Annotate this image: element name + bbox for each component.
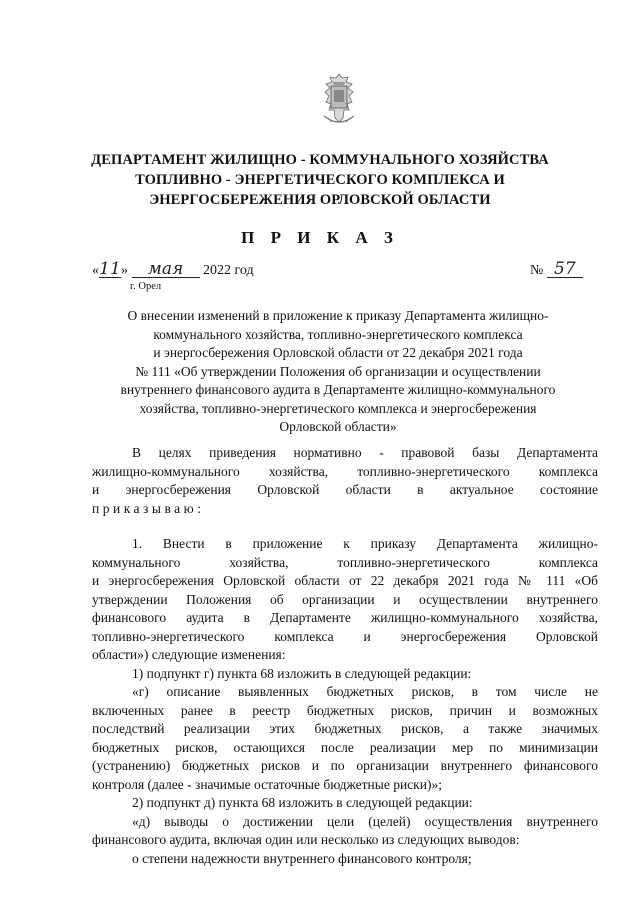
subitem-1-line: контроля (далее - значимые остаточные бюджетные риски)»; — [92, 776, 442, 792]
department-line: ТОПЛИВНО - ЭНЕРГЕТИЧЕСКОГО КОМПЛЕКСА И — [135, 172, 505, 188]
coat-of-arms-emblem — [318, 72, 360, 128]
order-item-1 — [92, 535, 598, 868]
number-value: 57 — [547, 261, 583, 278]
subitem-2-bullet: о степени надежности внутреннего финансового контроля; — [132, 850, 472, 866]
subitem-2-heading: 2) подпункт д) пункта 68 изложить в следующей редакции: — [132, 795, 473, 810]
subitem-1-line: бюджетных рисков, остающихся после реализации мер по минимизации — [92, 739, 598, 755]
subitem-1-line: включенных ранее в реестр бюджетных рисков, причин и возможных — [92, 702, 598, 718]
order-date — [92, 261, 254, 279]
item-line: утверждении Положения об организации и осуществлении внутреннего — [92, 591, 598, 607]
subject-line: № 111 «Об утверждении Положения об организации и осуществлении — [135, 363, 541, 379]
subject-line: внутреннего финансового аудита в Департаменте жилищно-коммунального — [120, 382, 556, 397]
item-line: области») следующие изменения: — [92, 647, 286, 662]
subject-line: коммунального хозяйства, топливно-энергетического комплекса — [153, 326, 523, 342]
date-close-quote: » — [121, 263, 128, 278]
preamble-line: жилищно-коммунального хозяйства, топливно-энергетического комплекса — [92, 463, 598, 479]
department-name — [60, 150, 580, 210]
subitem-1-line: последствий реализации этих бюджетных рисков, а также значимых — [92, 721, 598, 736]
date-year: 2022 год — [203, 263, 254, 278]
item-line: и энергосбережения Орловской области от 22 декабря 2021 года № 111 «Об — [92, 573, 598, 588]
subitem-1-heading: 1) подпункт г) пункта 68 изложить в следующей редакции: — [132, 665, 472, 681]
subject-line: Орловской области» — [279, 419, 397, 434]
orders-word: приказываю: — [92, 500, 205, 516]
date-day: 11 — [99, 259, 121, 279]
subitem-1-line: «г) описание выявленных бюджетных рисков, в том числе не — [132, 684, 598, 699]
city: г. Орел — [130, 281, 162, 292]
subitem-2-line: финансового аудита, включая один или несколько из следующих выводов: — [92, 832, 520, 847]
subject-line: и энергосбережения Орловской области от 22 декабря 2021 года — [153, 345, 523, 360]
order-number — [530, 261, 583, 279]
item-line: 1. Внести в приложение к приказу Департамента жилищно- — [132, 536, 598, 551]
subject-line: О внесении изменений в приложение к приказу Департамента жилищно- — [127, 308, 549, 323]
preamble — [92, 444, 598, 518]
subitem-2-line: «д) выводы о достижении цели (целей) осуществления внутреннего — [132, 813, 598, 829]
department-line: ЭНЕРГОСБЕРЕЖЕНИЯ ОРЛОВСКОЙ ОБЛАСТИ — [149, 192, 491, 208]
date-month: мая — [132, 261, 200, 278]
number-label: № — [530, 263, 544, 278]
department-line: ДЕПАРТАМЕНТ ЖИЛИЩНО - КОММУНАЛЬНОГО ХОЗЯЙСТВА — [91, 152, 549, 168]
order-subject — [98, 307, 578, 437]
preamble-line: и энергосбережения Орловской области в актуальное состояние — [92, 482, 598, 497]
item-line: топливно-энергетического комплекса и энергосбережения Орловской — [92, 628, 598, 644]
item-line: финансового аудита в Департаменте жилищно-коммунального хозяйства, — [92, 610, 598, 625]
subject-line: хозяйства, топливно-энергетического комплекса и энергосбережения — [139, 400, 537, 416]
preamble-line: В целях приведения нормативно - правовой базы Департамента — [132, 445, 598, 460]
date-open-quote: « — [92, 263, 99, 278]
document-type-title: П Р И К А З — [241, 228, 399, 247]
item-line: коммунального хозяйства, топливно-энергетического комплекса — [92, 554, 598, 570]
subitem-1-line: (устранению) бюджетных рисков и по организации внутреннего финансового — [92, 758, 598, 773]
